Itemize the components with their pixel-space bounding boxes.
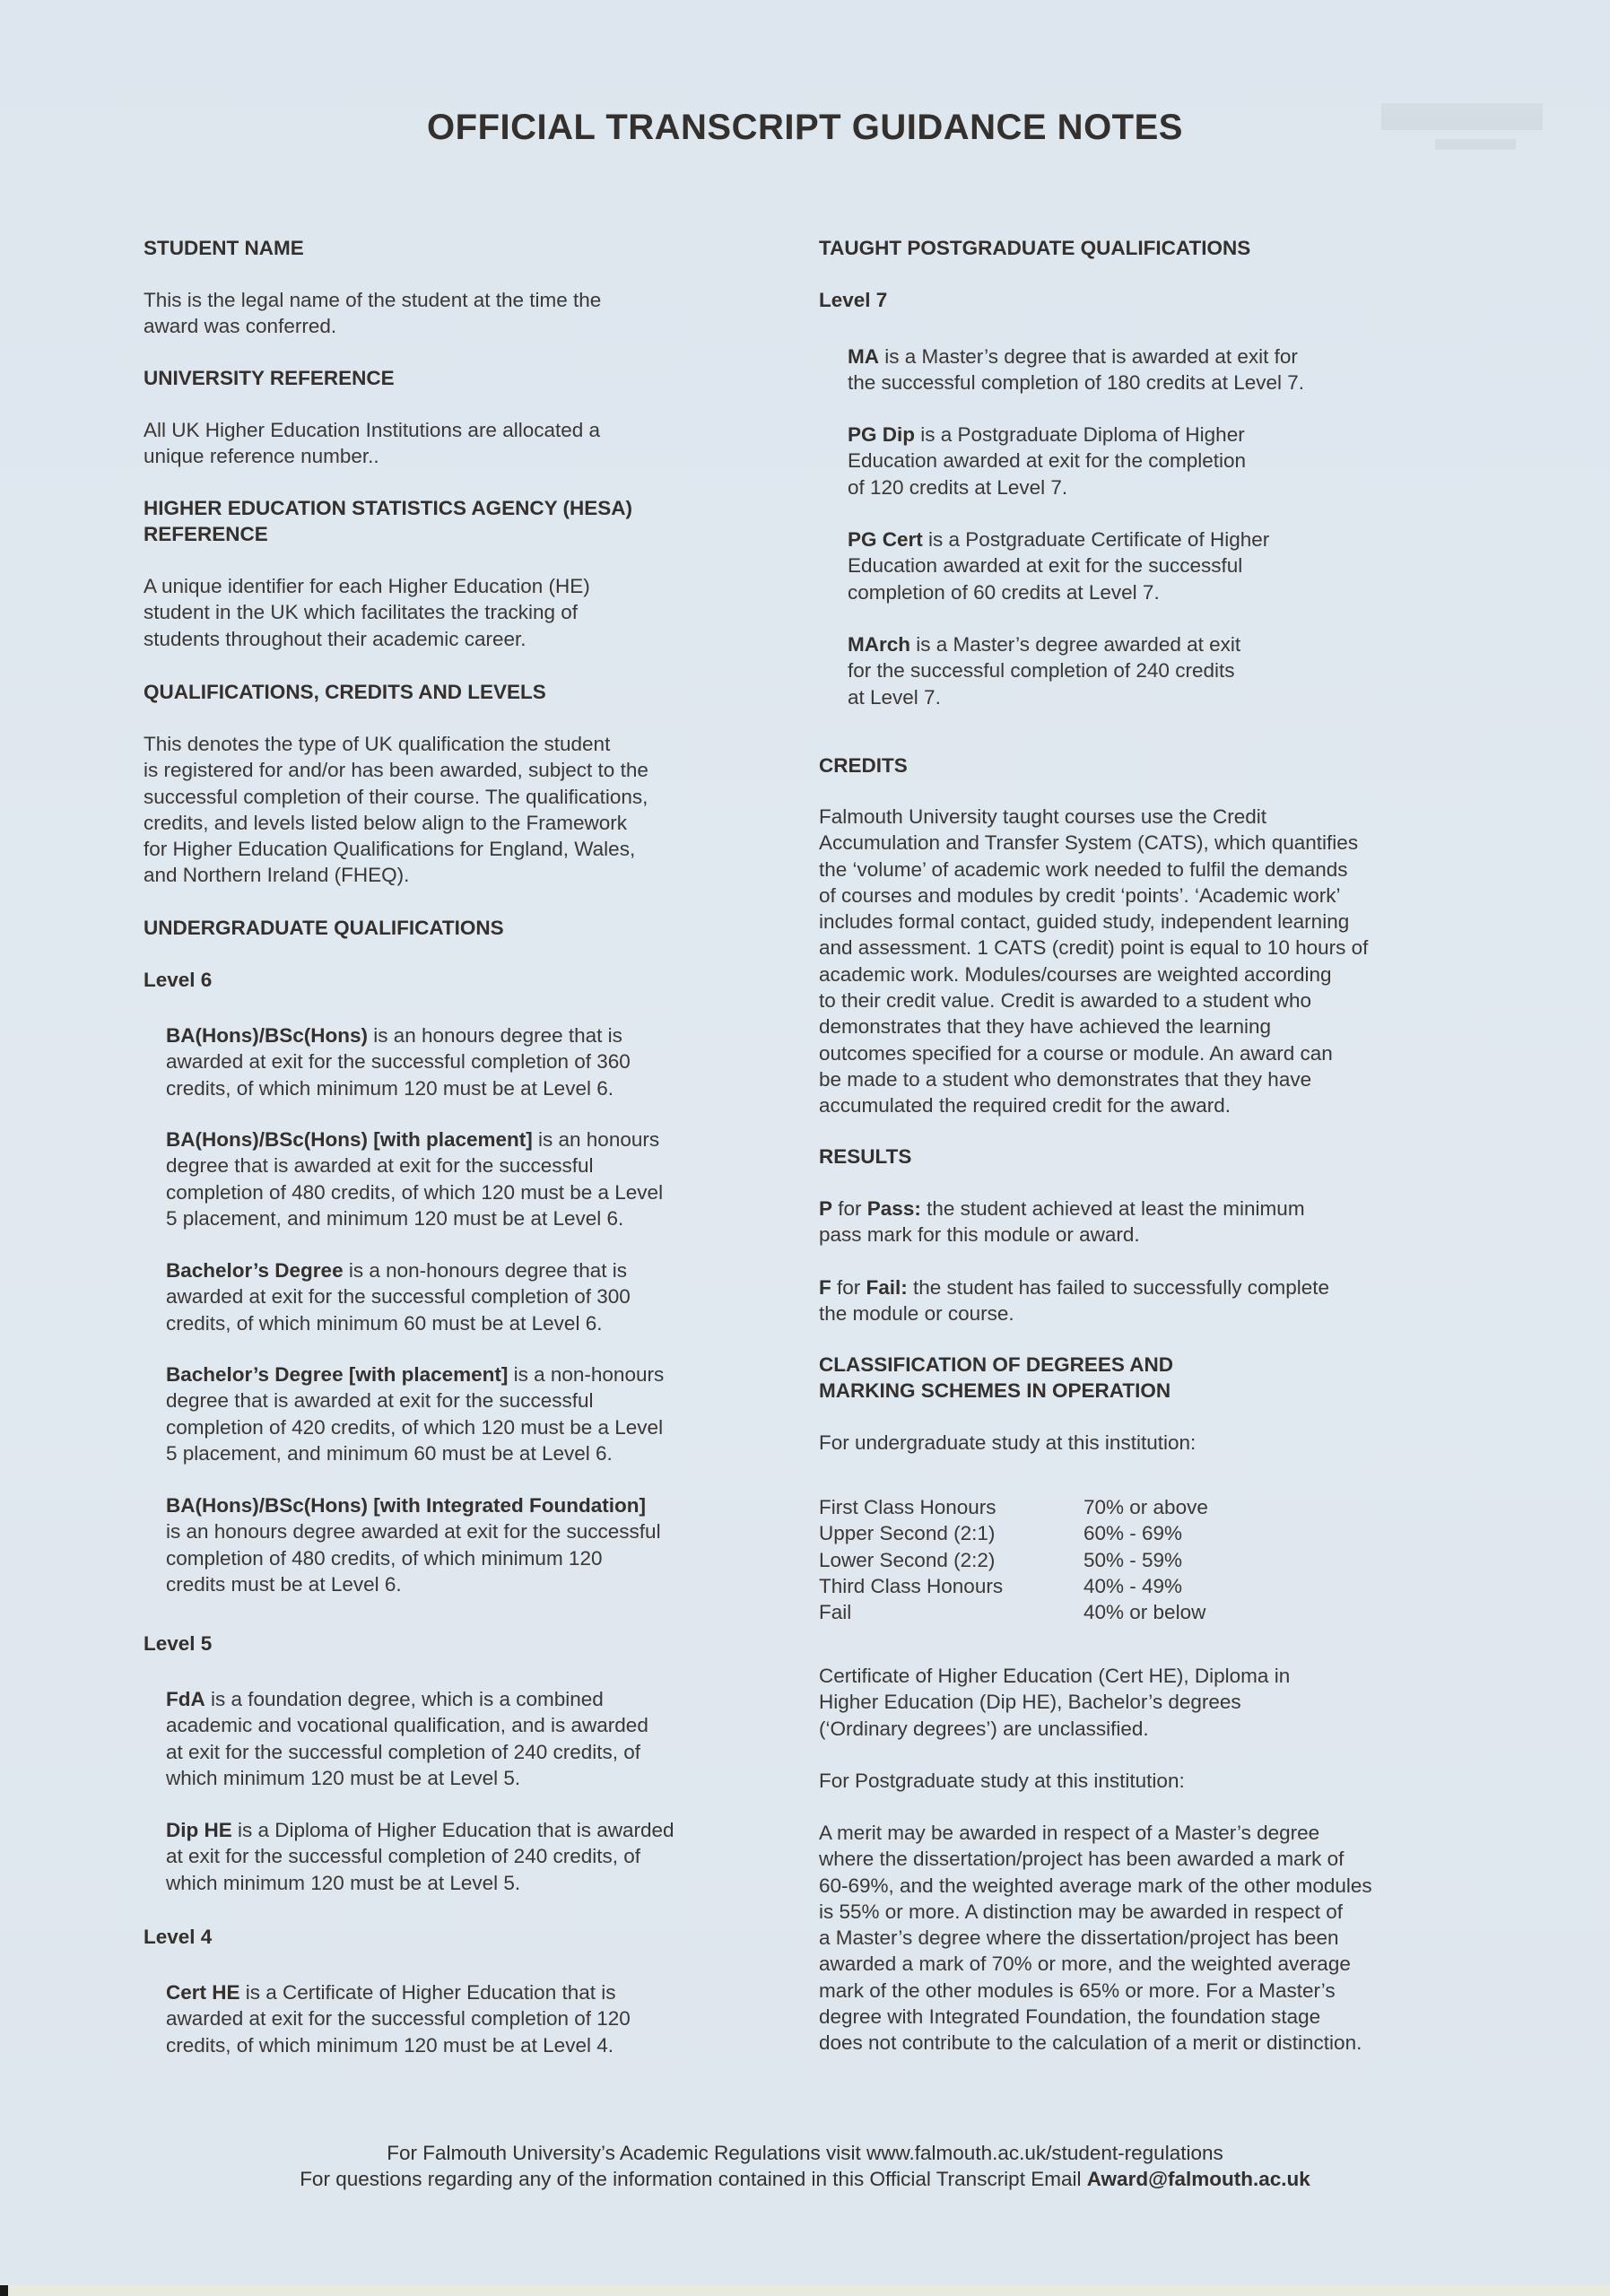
scan-bottom-edge [0, 2285, 1610, 2296]
qualification-name: Bachelor’s Degree [166, 1259, 344, 1282]
contact-email-link[interactable]: Award@falmouth.ac.uk [1086, 2168, 1310, 2190]
section-heading: HIGHER EDUCATION STATISTICS AGENCY (HESA) [144, 497, 633, 519]
scan-corner-mark [0, 2285, 8, 2296]
qualification-name: PG Dip [848, 423, 916, 446]
level-5-label: Level 5 [144, 1632, 213, 1655]
section-university-reference [144, 365, 395, 391]
result-fail: F for Fail: the student has failed to successfully complete the module or course. [819, 1276, 1330, 1326]
qualification-item: MArch is a Master’s degree awarded at exit for the successful completion of 240 credits at Level 7. [848, 633, 1241, 709]
result-pass: P for Pass: the student achieved at least the minimum pass mark for this module or award. [819, 1197, 1305, 1247]
section-heading: RESULTS [819, 1145, 912, 1168]
section-qualifications-credits-levels [144, 679, 546, 705]
qualification-name: PG Cert [848, 528, 923, 551]
footer-regulations [0, 2140, 1610, 2166]
grade-row: Fail 40% or below [819, 1601, 1206, 1624]
grade-row: Upper Second (2:1) 60% - 69% [819, 1522, 1183, 1545]
qualification-item: Bachelor’s Degree [with placement] is a non-honours degree that is awarded at exit for the successful completion of 420 credits, of which 120 must be a Level 5 placement, and minimum 60 must be at Level 6. [166, 1363, 665, 1465]
qualification-item: PG Dip is a Postgraduate Diploma of Higher Education awarded at exit for the completion of 120 credits at Level 7. [848, 423, 1247, 499]
qualification-name: FdA [166, 1688, 205, 1710]
qualification-item: Dip HE is a Diploma of Higher Education that is awarded at exit for the successful completion of 240 credits, of which minimum 120 must be at Level 5. [166, 1819, 674, 1894]
qualification-name: MArch [848, 633, 911, 656]
section-heading: QUALIFICATIONS, CREDITS AND LEVELS [144, 681, 546, 703]
qualification-item: FdA is a foundation degree, which is a combined academic and vocational qualification, and is awarded at exit for the successful completion of 240 credits, of which minimum 120 must be at Level 5. [166, 1688, 648, 1789]
unclassified-text: Certificate of Higher Education (Cert HE), Diploma in Higher Education (Dip HE), Bachelor’s degrees (‘Ordinary degrees’) are unclassified. [819, 1665, 1291, 1740]
grade-row: Third Class Honours 40% - 49% [819, 1574, 1183, 1597]
section-classification [819, 1352, 1173, 1404]
section-heading: STUDENT NAME [144, 237, 304, 259]
level-4-label: Level 4 [144, 1926, 213, 1948]
qualification-item: Cert HE is a Certificate of Higher Education that is awarded at exit for the successful completion of 120 credits, of which minimum 120 must be at Level 4. [166, 1981, 631, 2057]
section-taught-postgraduate [819, 235, 1250, 261]
qualification-item: MA is a Master’s degree that is awarded at exit for the successful completion of 180 credits at Level 7. [848, 345, 1305, 395]
hesa-reference-text: A unique identifier for each Higher Education (HE) student in the UK which facilitates the tracking of students throughout their academic career. [144, 575, 590, 650]
grade-row: First Class Honours 70% or above [819, 1496, 1208, 1518]
postgrad-classification-text: A merit may be awarded in respect of a Master’s degree where the dissertation/project has been awarded a mark of 60-69%, and the weighted average mark of the other modules is 55% or more. A distinction may be awarded in respect of a Master’s degree where the dissertation/project has been awarded a mark of 70% or more, and the weighted average mark of the other modules is 65% or more. For a Master’s degree with Integrated Foundation, the foundation stage does not contribute to the calculation of a merit or distinction. [819, 1822, 1372, 2055]
grade-row: Lower Second (2:2) 50% - 59% [819, 1548, 1183, 1571]
qualification-item: BA(Hons)/BSc(Hons) is an honours degree that is awarded at exit for the successful completion of 360 credits, of which minimum 120 must be at Level 6. [166, 1024, 631, 1100]
section-hesa-reference [144, 495, 632, 547]
section-heading: UNIVERSITY REFERENCE [144, 367, 395, 389]
qualifications-text: This denotes the type of UK qualification the student is registered for and/or has been awarded, subject to the successful completion of their course. The qualifications, credits, and levels listed below align to the Framework for Higher Education Qualifications for England, Wales, and Northern Ireland (FHEQ). [144, 733, 648, 887]
section-heading: CREDITS [819, 754, 908, 777]
qualification-item: BA(Hons)/BSc(Hons) [with Integrated Foundation] is an honours degree awarded at exit for the successful completion of 480 credits, of which minimum 120 credits must be at Level 6. [166, 1494, 661, 1596]
section-results [819, 1144, 911, 1170]
section-credits [819, 752, 908, 778]
undergrad-intro: For undergraduate study at this institution: [819, 1431, 1197, 1454]
section-undergraduate-qualifications [144, 915, 504, 941]
regulations-link-text[interactable]: For Falmouth University’s Academic Regulations visit www.falmouth.ac.uk/student-regulations [387, 2142, 1223, 2164]
qualification-item: BA(Hons)/BSc(Hons) [with placement] is an honours degree that is awarded at exit for the successful completion of 480 credits, of which 120 must be a Level 5 placement, and minimum 120 must be at Level 6. [166, 1128, 664, 1230]
grade-table [819, 1494, 1208, 1625]
qualification-name: BA(Hons)/BSc(Hons) [with placement] [166, 1128, 533, 1151]
postgrad-intro: For Postgraduate study at this institution: [819, 1770, 1185, 1792]
footer-contact: For questions regarding any of the information contained in this Official Transcript Email Award@falmouth.ac.uk [300, 2168, 1310, 2190]
section-heading: TAUGHT POSTGRADUATE QUALIFICATIONS [819, 237, 1251, 259]
qualification-item: PG Cert is a Postgraduate Certificate of Higher Education awarded at exit for the successful completion of 60 credits at Level 7. [848, 528, 1270, 604]
page-title: OFFICIAL TRANSCRIPT GUIDANCE NOTES [427, 108, 1183, 147]
section-heading: UNDERGRADUATE QUALIFICATIONS [144, 917, 504, 939]
level-7-label: Level 7 [819, 289, 888, 311]
credits-text: Falmouth University taught courses use the Credit Accumulation and Transfer System (CATS), which quantifies the ‘volume’ of academic work needed to fulfil the demands of courses and modules by credit ‘points’. ‘Academic work’ includes formal contact, guided study, independent learning and assessment. 1 CATS (credit) point is equal to 10 hours of academic work. Modules/courses are weighted according to their credit value. Credit is awarded to a student who demonstrates that they have achieved the learning outcomes specified for a course or module. An award can be made to a student who demonstrates that they have accumulated the required credit for the award. [819, 805, 1369, 1118]
section-heading: CLASSIFICATION OF DEGREES AND [819, 1353, 1174, 1376]
university-reference-text: All UK Higher Education Institutions are allocated a unique reference number.. [144, 419, 601, 468]
student-name-text: This is the legal name of the student at the time the award was conferred. [144, 289, 602, 338]
qualification-name: Dip HE [166, 1819, 232, 1841]
qualification-name: Bachelor’s Degree [with placement] [166, 1363, 509, 1386]
level-6-label: Level 6 [144, 969, 213, 991]
section-heading: MARKING SCHEMES IN OPERATION [819, 1379, 1171, 1402]
qualification-name: BA(Hons)/BSc(Hons) [with Integrated Foundation] [166, 1494, 646, 1517]
qualification-name: BA(Hons)/BSc(Hons) [166, 1024, 368, 1047]
section-student-name [144, 235, 304, 261]
qualification-item: Bachelor’s Degree is a non-honours degree that is awarded at exit for the successful completion of 300 credits, of which minimum 60 must be at Level 6. [166, 1259, 631, 1335]
qualification-name: MA [848, 345, 879, 368]
qualification-name: Cert HE [166, 1981, 240, 2004]
section-heading: REFERENCE [144, 523, 268, 545]
